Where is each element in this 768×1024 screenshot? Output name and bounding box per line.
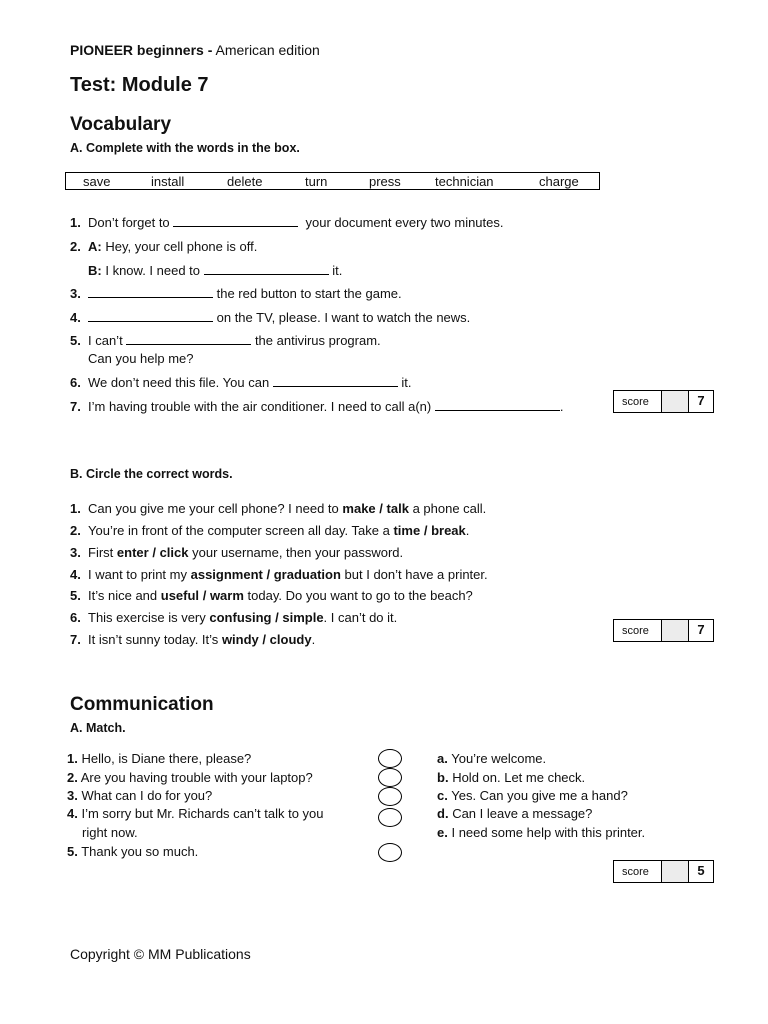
match-right-b: b. Hold on. Let me check. [437, 770, 586, 785]
item-letter: e. [437, 825, 448, 840]
word-box-item: press [369, 174, 401, 189]
vocab-item-4: 4. on the TV, please. I want to watch the news. [70, 310, 471, 325]
match-left-3: 3. What can I do for you? [67, 788, 213, 803]
score-input-cell[interactable] [661, 391, 689, 412]
word-option[interactable]: enter [116, 545, 149, 560]
item-number: 3. [67, 788, 78, 803]
item-number: 4. [70, 310, 81, 325]
score-input-cell[interactable] [661, 620, 689, 641]
vocab-b-item-2: 2. You’re in front of the computer screen all day. Take a time / break. [70, 523, 470, 538]
score-box-vocab-b [613, 619, 714, 642]
word-box [65, 172, 600, 190]
brand-separator: - [207, 42, 213, 58]
match-left-4: 4. I’m sorry but Mr. Richards can’t talk to you [67, 806, 324, 821]
item-number: 5. [70, 588, 81, 603]
item-number: 2. [70, 523, 81, 538]
match-right-e: e. I need some help with this printer. [437, 825, 646, 840]
match-right-d: d. Can I leave a message? [437, 806, 593, 821]
page-header [70, 42, 320, 58]
answer-blank[interactable] [204, 263, 329, 275]
item-number: 5. [70, 333, 81, 348]
match-left-5: 5. Thank you so much. [67, 844, 199, 859]
vocab-b-item-3: 3. First enter / click your username, then your password. [70, 545, 404, 560]
item-number: 3. [70, 286, 81, 301]
score-max: 5 [697, 863, 705, 878]
vocab-b-item-4: 4. I want to print my assignment / graduation but I don’t have a printer. [70, 567, 488, 582]
score-label: score [622, 396, 649, 408]
vocab-item-5: 5. I can’t the antivirus program. [70, 333, 381, 348]
score-box-communication [613, 860, 714, 883]
vocab-item-6: 6. We don’t need this file. You can it. [70, 375, 412, 390]
item-number: 2. [67, 770, 78, 785]
speaker-label: A: [88, 239, 102, 254]
answer-blank[interactable] [126, 333, 251, 345]
match-left-4-line2: right now. [82, 825, 138, 840]
item-number: 2. [70, 239, 81, 254]
score-box-vocab-a [613, 390, 714, 413]
word-option[interactable]: talk [386, 501, 409, 516]
score-label: score [622, 625, 649, 637]
item-letter: d. [437, 806, 449, 821]
word-option[interactable]: click [159, 545, 189, 560]
item-number: 1. [70, 501, 81, 516]
answer-blank[interactable] [88, 286, 213, 298]
word-option[interactable]: break [431, 523, 466, 538]
vocab-b-item-6: 6. This exercise is very confusing / simple. I can’t do it. [70, 610, 398, 625]
brand-name: PIONEER beginners [70, 42, 204, 58]
word-option[interactable]: time [393, 523, 421, 538]
item-number: 7. [70, 632, 81, 647]
vocab-item-3: 3. the red button to start the game. [70, 286, 402, 301]
answer-circle[interactable] [378, 768, 402, 787]
answer-blank[interactable] [88, 310, 213, 322]
item-number: 7. [70, 399, 81, 414]
answer-circle[interactable] [378, 749, 402, 768]
item-number: 3. [70, 545, 81, 560]
score-label: score [622, 866, 649, 878]
vocab-b-instruction: B. Circle the correct words. [70, 467, 233, 481]
answer-blank[interactable] [273, 375, 398, 387]
match-right-c: c. Yes. Can you give me a hand? [437, 788, 628, 803]
vocab-item-5-line2: Can you help me? [88, 351, 194, 366]
item-number: 5. [67, 844, 78, 859]
item-number: 1. [67, 751, 78, 766]
item-number: 4. [67, 806, 78, 821]
vocab-item-2b: B: I know. I need to it. [88, 263, 343, 278]
item-letter: a. [437, 751, 448, 766]
item-letter: b. [437, 770, 449, 785]
vocab-b-item-7: 7. It isn’t sunny today. It’s windy / cloudy. [70, 632, 316, 647]
item-letter: c. [437, 788, 448, 803]
score-input-cell[interactable] [661, 861, 689, 882]
word-option[interactable]: useful [160, 588, 200, 603]
answer-blank[interactable] [435, 399, 560, 411]
word-option[interactable]: windy [221, 632, 259, 647]
answer-blank[interactable] [173, 215, 298, 227]
answer-circle[interactable] [378, 843, 402, 862]
vocab-item-1: 1. Don’t forget to your document every two minutes. [70, 215, 504, 230]
word-box-item: technician [435, 174, 494, 189]
word-box-item: save [83, 174, 111, 189]
match-left-2: 2. Are you having trouble with your laptop? [67, 770, 313, 785]
word-box-item: turn [305, 174, 328, 189]
score-max: 7 [697, 622, 705, 637]
score-max: 7 [697, 393, 705, 408]
answer-circle[interactable] [378, 808, 402, 827]
test-title: Test: Module 7 [70, 74, 209, 96]
item-number: 4. [70, 567, 81, 582]
match-left-1: 1. Hello, is Diane there, please? [67, 751, 252, 766]
word-option[interactable]: cloudy [269, 632, 312, 647]
word-option[interactable]: graduation [273, 567, 341, 582]
communication-a-instruction: A. Match. [70, 721, 126, 735]
answer-circle[interactable] [378, 787, 402, 806]
match-right-a: a. You’re welcome. [437, 751, 547, 766]
vocab-item-7: 7. I’m having trouble with the air conditioner. I need to call a(n) . [70, 399, 564, 414]
vocab-b-item-5: 5. It’s nice and useful / warm today. Do you want to go to the beach? [70, 588, 473, 603]
word-option[interactable]: make [342, 501, 376, 516]
item-number: 1. [70, 215, 81, 230]
word-option[interactable]: simple [282, 610, 324, 625]
vocab-item-2: 2. A: Hey, your cell phone is off. [70, 239, 258, 254]
vocabulary-heading: Vocabulary [70, 114, 172, 135]
word-option[interactable]: warm [209, 588, 244, 603]
item-number: 6. [70, 610, 81, 625]
copyright-footer: Copyright © MM Publications [70, 946, 251, 962]
word-box-item: delete [227, 174, 263, 189]
vocab-a-instruction: A. Complete with the words in the box. [70, 141, 300, 155]
edition-label: American edition [215, 42, 320, 58]
word-option[interactable]: confusing [209, 610, 272, 625]
communication-heading: Communication [70, 694, 214, 715]
item-number: 6. [70, 375, 81, 390]
vocab-b-item-1: 1. Can you give me your cell phone? I need to make / talk a phone call. [70, 501, 487, 516]
speaker-label: B: [88, 263, 102, 278]
word-box-item: charge [539, 174, 579, 189]
word-option[interactable]: assignment [190, 567, 263, 582]
word-box-item: install [151, 174, 185, 189]
